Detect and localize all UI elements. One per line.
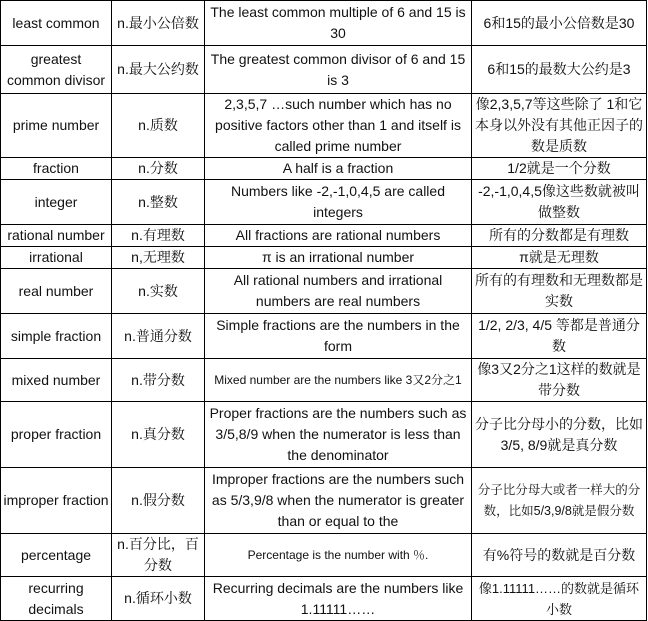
chinese-example-cell: 1/2, 2/3, 4/5 等都是普通分数 xyxy=(472,314,647,359)
chinese-example-cell: 1/2就是一个分数 xyxy=(472,158,647,180)
part-of-speech-cell: n,无理数 xyxy=(112,247,205,269)
table-row xyxy=(1,180,647,225)
term-cell: percentage xyxy=(1,534,112,577)
term-cell: proper fraction xyxy=(1,402,112,468)
part-of-speech-cell: n.假分数 xyxy=(112,468,205,534)
term-cell: irrational xyxy=(1,247,112,269)
english-example-cell: Simple fractions are the numbers in the form xyxy=(205,314,472,359)
english-example-cell: All fractions are rational numbers xyxy=(205,225,472,247)
part-of-speech-cell: n.有理数 xyxy=(112,225,205,247)
table-row xyxy=(1,158,647,180)
term-cell: mixed number xyxy=(1,359,112,402)
term-cell: fraction xyxy=(1,158,112,180)
term-cell: integer xyxy=(1,180,112,225)
term-cell: improper fraction xyxy=(1,468,112,534)
part-of-speech-cell: n.最小公倍数 xyxy=(112,1,205,46)
term-cell: least common xyxy=(1,1,112,46)
part-of-speech-cell: n.带分数 xyxy=(112,359,205,402)
chinese-example-cell: 分子比分母小的分数，比如3/5, 8/9就是真分数 xyxy=(472,402,647,468)
term-cell: recurring decimals xyxy=(1,577,112,621)
chinese-example-cell: -2,-1,0,4,5像这些数就被叫做整数 xyxy=(472,180,647,225)
chinese-example-cell: 所有的有理数和无理数都是实数 xyxy=(472,269,647,314)
part-of-speech-cell: n.最大公约数 xyxy=(112,46,205,94)
english-example-cell: All rational numbers and irrational numbers are real numbers xyxy=(205,269,472,314)
table-row xyxy=(1,94,647,158)
table-row xyxy=(1,225,647,247)
part-of-speech-cell: n.真分数 xyxy=(112,402,205,468)
english-example-cell: Percentage is the number with ％. xyxy=(205,534,472,577)
term-cell: greatest common divisor xyxy=(1,46,112,94)
table-row xyxy=(1,468,647,534)
term-cell: rational number xyxy=(1,225,112,247)
part-of-speech-cell: n.百分比，百分数 xyxy=(112,534,205,577)
part-of-speech-cell: n.普通分数 xyxy=(112,314,205,359)
chinese-example-cell: 像1.11111……的数就是循环小数 xyxy=(472,577,647,621)
term-cell: prime number xyxy=(1,94,112,158)
table-row xyxy=(1,402,647,468)
english-example-cell: π is an irrational number xyxy=(205,247,472,269)
chinese-example-cell: 分子比分母大或者一样大的分数，比如5/3,9/8就是假分数 xyxy=(472,468,647,534)
table-row xyxy=(1,534,647,577)
english-example-cell: Proper fractions are the numbers such as 3/5,8/9 when the numerator is less than the denominator xyxy=(205,402,472,468)
english-example-cell: A half is a fraction xyxy=(205,158,472,180)
table-row xyxy=(1,359,647,402)
chinese-example-cell: 6和15的最数大公约是3 xyxy=(472,46,647,94)
english-example-cell: 2,3,5,7 …such number which has no positive factors other than 1 and itself is called prime number xyxy=(205,94,472,158)
chinese-example-cell: 像3又2分之1这样的数就是带分数 xyxy=(472,359,647,402)
part-of-speech-cell: n.循环小数 xyxy=(112,577,205,621)
chinese-example-cell: 6和15的最小公倍数是30 xyxy=(472,1,647,46)
table-row xyxy=(1,46,647,94)
part-of-speech-cell: n.分数 xyxy=(112,158,205,180)
part-of-speech-cell: n.质数 xyxy=(112,94,205,158)
english-example-cell: Improper fractions are the numbers such as 5/3,9/8 when the numerator is greater than or equal to the xyxy=(205,468,472,534)
term-cell: real number xyxy=(1,269,112,314)
table-row xyxy=(1,314,647,359)
part-of-speech-cell: n.实数 xyxy=(112,269,205,314)
english-example-cell: The greatest common divisor of 6 and 15 is 3 xyxy=(205,46,472,94)
chinese-example-cell: 有%符号的数就是百分数 xyxy=(472,534,647,577)
table-row xyxy=(1,247,647,269)
part-of-speech-cell: n.整数 xyxy=(112,180,205,225)
english-example-cell: Recurring decimals are the numbers like 1.11111…… xyxy=(205,577,472,621)
table-row xyxy=(1,577,647,621)
chinese-example-cell: π就是无理数 xyxy=(472,247,647,269)
chinese-example-cell: 像2,3,5,7等这些除了 1和它本身以外没有其他正因子的数是质数 xyxy=(472,94,647,158)
table-row xyxy=(1,1,647,46)
english-example-cell: The least common multiple of 6 and 15 is 30 xyxy=(205,1,472,46)
english-example-cell: Numbers like -2,-1,0,4,5 are called integers xyxy=(205,180,472,225)
table-row xyxy=(1,269,647,314)
term-cell: simple fraction xyxy=(1,314,112,359)
english-example-cell: Mixed number are the numbers like 3又2分之1 xyxy=(205,359,472,402)
chinese-example-cell: 所有的分数都是有理数 xyxy=(472,225,647,247)
